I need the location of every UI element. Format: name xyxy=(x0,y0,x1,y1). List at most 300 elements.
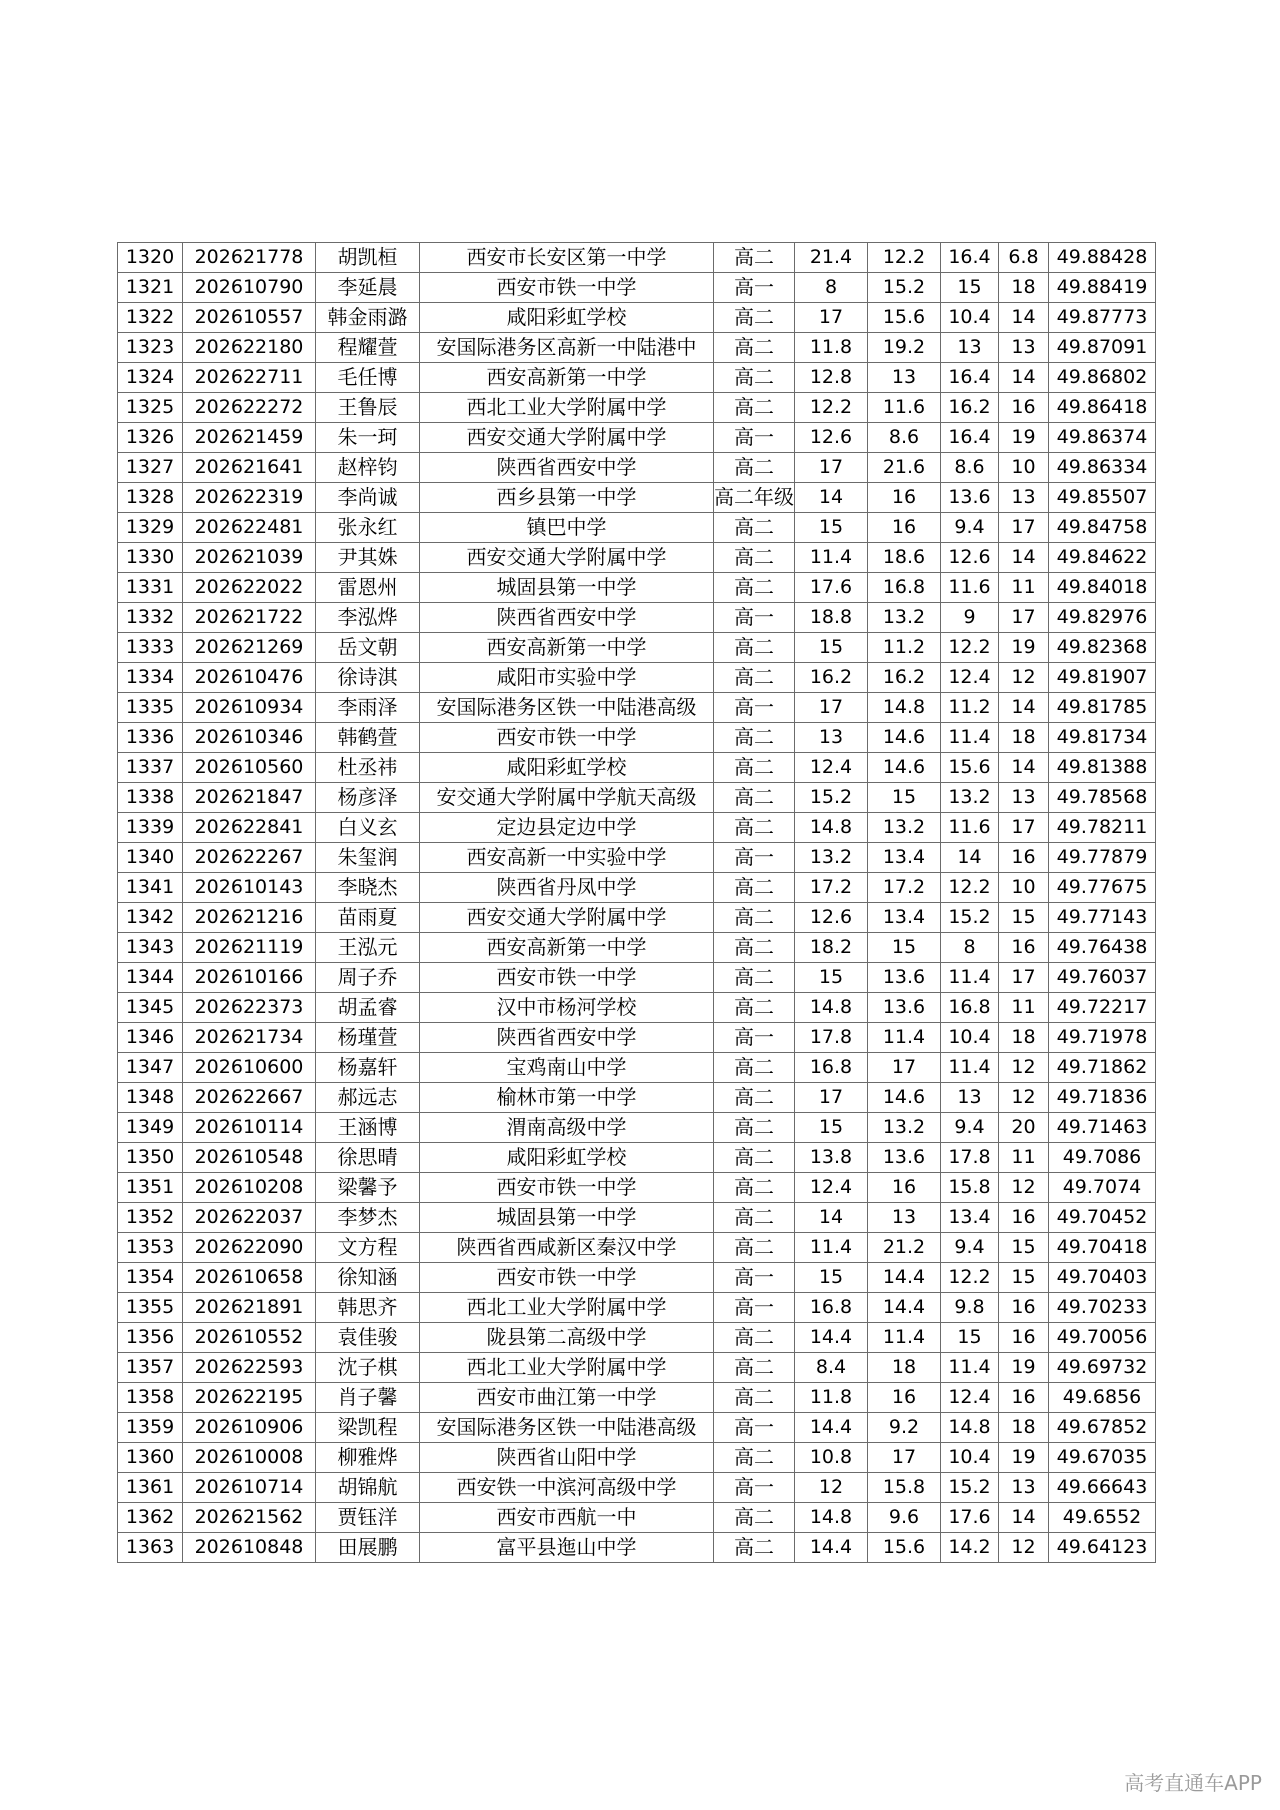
grade-cell: 高二 xyxy=(714,1353,795,1383)
score-1-cell: 13.8 xyxy=(795,1143,868,1173)
score-1-cell: 17.2 xyxy=(795,873,868,903)
grade-cell: 高一 xyxy=(714,603,795,633)
total-score-cell: 49.77675 xyxy=(1049,873,1156,903)
results-sheet xyxy=(117,242,1156,1563)
student-name-cell: 韩思齐 xyxy=(316,1293,420,1323)
score-2-cell: 11.6 xyxy=(868,393,941,423)
score-1-cell: 11.4 xyxy=(795,1233,868,1263)
student-name-cell: 程耀萱 xyxy=(316,333,420,363)
table-row xyxy=(118,1203,1156,1233)
score-2-cell: 21.6 xyxy=(868,453,941,483)
score-4-cell: 13 xyxy=(999,483,1049,513)
student-name-cell: 柳雅烨 xyxy=(316,1443,420,1473)
score-1-cell: 21.4 xyxy=(795,243,868,273)
score-2-cell: 13.4 xyxy=(868,903,941,933)
school-cell: 西安交通大学附属中学 xyxy=(420,423,714,453)
score-4-cell: 16 xyxy=(999,1293,1049,1323)
grade-cell: 高二 xyxy=(714,243,795,273)
table-row xyxy=(118,603,1156,633)
student-name-cell: 梁凯程 xyxy=(316,1413,420,1443)
score-3-cell: 11.4 xyxy=(941,963,999,993)
score-4-cell: 16 xyxy=(999,1323,1049,1353)
score-3-cell: 13.4 xyxy=(941,1203,999,1233)
rank-cell: 1345 xyxy=(118,993,183,1023)
rank-cell: 1332 xyxy=(118,603,183,633)
rank-cell: 1347 xyxy=(118,1053,183,1083)
total-score-cell: 49.87773 xyxy=(1049,303,1156,333)
exam-id-cell: 202622667 xyxy=(183,1083,316,1113)
exam-id-cell: 202621722 xyxy=(183,603,316,633)
score-2-cell: 18.6 xyxy=(868,543,941,573)
exam-id-cell: 202610557 xyxy=(183,303,316,333)
table-row xyxy=(118,1113,1156,1143)
rank-cell: 1334 xyxy=(118,663,183,693)
exam-id-cell: 202610658 xyxy=(183,1263,316,1293)
score-3-cell: 9.4 xyxy=(941,513,999,543)
table-row xyxy=(118,813,1156,843)
table-row xyxy=(118,693,1156,723)
school-cell: 城固县第一中学 xyxy=(420,1203,714,1233)
exam-id-cell: 202622272 xyxy=(183,393,316,423)
exam-id-cell: 202610208 xyxy=(183,1173,316,1203)
total-score-cell: 49.81734 xyxy=(1049,723,1156,753)
score-3-cell: 14.2 xyxy=(941,1533,999,1563)
table-row xyxy=(118,903,1156,933)
total-score-cell: 49.82368 xyxy=(1049,633,1156,663)
rank-cell: 1346 xyxy=(118,1023,183,1053)
table-row xyxy=(118,333,1156,363)
student-name-cell: 梁馨予 xyxy=(316,1173,420,1203)
score-4-cell: 13 xyxy=(999,783,1049,813)
score-4-cell: 17 xyxy=(999,603,1049,633)
exam-id-cell: 202621216 xyxy=(183,903,316,933)
table-row xyxy=(118,453,1156,483)
score-1-cell: 8 xyxy=(795,273,868,303)
score-2-cell: 16.2 xyxy=(868,663,941,693)
score-4-cell: 18 xyxy=(999,273,1049,303)
school-cell: 陇县第二高级中学 xyxy=(420,1323,714,1353)
score-4-cell: 11 xyxy=(999,993,1049,1023)
grade-cell: 高二 xyxy=(714,813,795,843)
grade-cell: 高二 xyxy=(714,723,795,753)
watermark: 高考直通车APP xyxy=(1124,1771,1262,1795)
total-score-cell: 49.6552 xyxy=(1049,1503,1156,1533)
score-1-cell: 14.8 xyxy=(795,1503,868,1533)
table-row xyxy=(118,1323,1156,1353)
rank-cell: 1338 xyxy=(118,783,183,813)
school-cell: 安国际港务区铁一中陆港高级 xyxy=(420,693,714,723)
score-4-cell: 19 xyxy=(999,633,1049,663)
grade-cell: 高一 xyxy=(714,1473,795,1503)
exam-id-cell: 202622593 xyxy=(183,1353,316,1383)
grade-cell: 高二年级 xyxy=(714,483,795,513)
exam-id-cell: 202610714 xyxy=(183,1473,316,1503)
exam-id-cell: 202622373 xyxy=(183,993,316,1023)
score-2-cell: 17 xyxy=(868,1053,941,1083)
total-score-cell: 49.86334 xyxy=(1049,453,1156,483)
score-1-cell: 15 xyxy=(795,513,868,543)
score-3-cell: 11.4 xyxy=(941,723,999,753)
score-1-cell: 11.8 xyxy=(795,333,868,363)
score-2-cell: 15 xyxy=(868,783,941,813)
student-name-cell: 李梦杰 xyxy=(316,1203,420,1233)
score-3-cell: 12.2 xyxy=(941,633,999,663)
score-3-cell: 17.6 xyxy=(941,1503,999,1533)
school-cell: 陕西省丹凤中学 xyxy=(420,873,714,903)
score-1-cell: 17 xyxy=(795,303,868,333)
table-row xyxy=(118,873,1156,903)
total-score-cell: 49.64123 xyxy=(1049,1533,1156,1563)
score-2-cell: 13.6 xyxy=(868,993,941,1023)
exam-id-cell: 202610476 xyxy=(183,663,316,693)
score-1-cell: 11.8 xyxy=(795,1383,868,1413)
rank-cell: 1335 xyxy=(118,693,183,723)
score-2-cell: 19.2 xyxy=(868,333,941,363)
table-row xyxy=(118,1533,1156,1563)
student-name-cell: 李尚诚 xyxy=(316,483,420,513)
student-name-cell: 白义玄 xyxy=(316,813,420,843)
school-cell: 西安市铁一中学 xyxy=(420,273,714,303)
score-1-cell: 12.6 xyxy=(795,903,868,933)
exam-id-cell: 202622319 xyxy=(183,483,316,513)
grade-cell: 高二 xyxy=(714,1383,795,1413)
student-name-cell: 李晓杰 xyxy=(316,873,420,903)
student-name-cell: 李延晨 xyxy=(316,273,420,303)
score-4-cell: 6.8 xyxy=(999,243,1049,273)
score-3-cell: 16.4 xyxy=(941,363,999,393)
score-1-cell: 13.2 xyxy=(795,843,868,873)
student-name-cell: 文方程 xyxy=(316,1233,420,1263)
table-row xyxy=(118,243,1156,273)
score-3-cell: 15 xyxy=(941,1323,999,1353)
student-name-cell: 朱玺润 xyxy=(316,843,420,873)
student-name-cell: 贾钰洋 xyxy=(316,1503,420,1533)
grade-cell: 高一 xyxy=(714,693,795,723)
score-2-cell: 13.2 xyxy=(868,603,941,633)
score-1-cell: 18.2 xyxy=(795,933,868,963)
table-row xyxy=(118,543,1156,573)
score-1-cell: 12.6 xyxy=(795,423,868,453)
score-1-cell: 14.4 xyxy=(795,1533,868,1563)
school-cell: 西安市铁一中学 xyxy=(420,723,714,753)
exam-id-cell: 202622195 xyxy=(183,1383,316,1413)
student-name-cell: 田展鹏 xyxy=(316,1533,420,1563)
exam-id-cell: 202622090 xyxy=(183,1233,316,1263)
score-4-cell: 19 xyxy=(999,1443,1049,1473)
total-score-cell: 49.88428 xyxy=(1049,243,1156,273)
grade-cell: 高二 xyxy=(714,633,795,663)
school-cell: 陕西省西安中学 xyxy=(420,603,714,633)
school-cell: 西安市曲江第一中学 xyxy=(420,1383,714,1413)
school-cell: 城固县第一中学 xyxy=(420,573,714,603)
school-cell: 西安铁一中滨河高级中学 xyxy=(420,1473,714,1503)
table-row xyxy=(118,753,1156,783)
table-row xyxy=(118,1413,1156,1443)
rank-cell: 1359 xyxy=(118,1413,183,1443)
rank-cell: 1361 xyxy=(118,1473,183,1503)
table-row xyxy=(118,513,1156,543)
exam-id-cell: 202610114 xyxy=(183,1113,316,1143)
score-3-cell: 16.8 xyxy=(941,993,999,1023)
total-score-cell: 49.88419 xyxy=(1049,273,1156,303)
total-score-cell: 49.71836 xyxy=(1049,1083,1156,1113)
table-row xyxy=(118,963,1156,993)
score-4-cell: 14 xyxy=(999,753,1049,783)
school-cell: 定边县定边中学 xyxy=(420,813,714,843)
score-3-cell: 9.4 xyxy=(941,1113,999,1143)
rank-cell: 1354 xyxy=(118,1263,183,1293)
total-score-cell: 49.70452 xyxy=(1049,1203,1156,1233)
exam-id-cell: 202622841 xyxy=(183,813,316,843)
grade-cell: 高二 xyxy=(714,903,795,933)
student-name-cell: 尹其姝 xyxy=(316,543,420,573)
score-3-cell: 11.4 xyxy=(941,1353,999,1383)
score-3-cell: 15.2 xyxy=(941,1473,999,1503)
score-1-cell: 10.8 xyxy=(795,1443,868,1473)
school-cell: 陕西省西安中学 xyxy=(420,453,714,483)
school-cell: 咸阳彩虹学校 xyxy=(420,753,714,783)
student-name-cell: 王涵博 xyxy=(316,1113,420,1143)
grade-cell: 高二 xyxy=(714,1143,795,1173)
score-3-cell: 14.8 xyxy=(941,1413,999,1443)
score-3-cell: 11.2 xyxy=(941,693,999,723)
rank-cell: 1330 xyxy=(118,543,183,573)
total-score-cell: 49.67035 xyxy=(1049,1443,1156,1473)
score-2-cell: 14.4 xyxy=(868,1293,941,1323)
table-row xyxy=(118,633,1156,663)
score-3-cell: 13.6 xyxy=(941,483,999,513)
total-score-cell: 49.70233 xyxy=(1049,1293,1156,1323)
table-row xyxy=(118,1353,1156,1383)
score-2-cell: 21.2 xyxy=(868,1233,941,1263)
grade-cell: 高二 xyxy=(714,513,795,543)
school-cell: 陕西省西安中学 xyxy=(420,1023,714,1053)
grade-cell: 高二 xyxy=(714,1113,795,1143)
score-1-cell: 17.6 xyxy=(795,573,868,603)
school-cell: 西乡县第一中学 xyxy=(420,483,714,513)
rank-cell: 1343 xyxy=(118,933,183,963)
score-2-cell: 16 xyxy=(868,483,941,513)
score-4-cell: 16 xyxy=(999,1203,1049,1233)
score-2-cell: 13 xyxy=(868,1203,941,1233)
grade-cell: 高二 xyxy=(714,453,795,483)
score-1-cell: 12.4 xyxy=(795,753,868,783)
score-1-cell: 12.8 xyxy=(795,363,868,393)
score-2-cell: 18 xyxy=(868,1353,941,1383)
score-1-cell: 12.2 xyxy=(795,393,868,423)
rank-cell: 1327 xyxy=(118,453,183,483)
total-score-cell: 49.87091 xyxy=(1049,333,1156,363)
school-cell: 安国际港务区高新一中陆港中 xyxy=(420,333,714,363)
score-1-cell: 11.4 xyxy=(795,543,868,573)
rank-cell: 1349 xyxy=(118,1113,183,1143)
rank-cell: 1363 xyxy=(118,1533,183,1563)
score-3-cell: 11.6 xyxy=(941,573,999,603)
table-row xyxy=(118,723,1156,753)
total-score-cell: 49.77143 xyxy=(1049,903,1156,933)
score-4-cell: 17 xyxy=(999,963,1049,993)
student-name-cell: 杜丞祎 xyxy=(316,753,420,783)
school-cell: 富平县迤山中学 xyxy=(420,1533,714,1563)
grade-cell: 高二 xyxy=(714,1053,795,1083)
school-cell: 西安市铁一中学 xyxy=(420,963,714,993)
rank-cell: 1357 xyxy=(118,1353,183,1383)
rank-cell: 1328 xyxy=(118,483,183,513)
student-name-cell: 王泓元 xyxy=(316,933,420,963)
exam-id-cell: 202622037 xyxy=(183,1203,316,1233)
student-name-cell: 杨彦泽 xyxy=(316,783,420,813)
rank-cell: 1358 xyxy=(118,1383,183,1413)
score-2-cell: 15.2 xyxy=(868,273,941,303)
school-cell: 安国际港务区铁一中陆港高级 xyxy=(420,1413,714,1443)
exam-id-cell: 202610008 xyxy=(183,1443,316,1473)
table-row xyxy=(118,303,1156,333)
total-score-cell: 49.7086 xyxy=(1049,1143,1156,1173)
rank-cell: 1323 xyxy=(118,333,183,363)
score-3-cell: 12.6 xyxy=(941,543,999,573)
exam-id-cell: 202621778 xyxy=(183,243,316,273)
score-4-cell: 15 xyxy=(999,1263,1049,1293)
score-4-cell: 16 xyxy=(999,843,1049,873)
total-score-cell: 49.69732 xyxy=(1049,1353,1156,1383)
score-1-cell: 16.2 xyxy=(795,663,868,693)
score-3-cell: 16.2 xyxy=(941,393,999,423)
score-4-cell: 14 xyxy=(999,693,1049,723)
student-name-cell: 苗雨夏 xyxy=(316,903,420,933)
rank-cell: 1324 xyxy=(118,363,183,393)
exam-id-cell: 202621269 xyxy=(183,633,316,663)
score-3-cell: 12.2 xyxy=(941,1263,999,1293)
score-2-cell: 13.2 xyxy=(868,813,941,843)
grade-cell: 高一 xyxy=(714,1023,795,1053)
table-row xyxy=(118,273,1156,303)
total-score-cell: 49.82976 xyxy=(1049,603,1156,633)
score-4-cell: 10 xyxy=(999,453,1049,483)
total-score-cell: 49.71463 xyxy=(1049,1113,1156,1143)
total-score-cell: 49.84018 xyxy=(1049,573,1156,603)
grade-cell: 高二 xyxy=(714,1503,795,1533)
student-name-cell: 胡凯桓 xyxy=(316,243,420,273)
exam-id-cell: 202621641 xyxy=(183,453,316,483)
score-2-cell: 17.2 xyxy=(868,873,941,903)
total-score-cell: 49.85507 xyxy=(1049,483,1156,513)
exam-id-cell: 202621459 xyxy=(183,423,316,453)
score-4-cell: 13 xyxy=(999,333,1049,363)
grade-cell: 高二 xyxy=(714,303,795,333)
score-1-cell: 18.8 xyxy=(795,603,868,633)
rank-cell: 1339 xyxy=(118,813,183,843)
score-1-cell: 15.2 xyxy=(795,783,868,813)
score-4-cell: 17 xyxy=(999,513,1049,543)
total-score-cell: 49.77879 xyxy=(1049,843,1156,873)
student-name-cell: 肖子馨 xyxy=(316,1383,420,1413)
school-cell: 西北工业大学附属中学 xyxy=(420,1353,714,1383)
score-4-cell: 12 xyxy=(999,1053,1049,1083)
rank-cell: 1362 xyxy=(118,1503,183,1533)
grade-cell: 高二 xyxy=(714,783,795,813)
grade-cell: 高二 xyxy=(714,873,795,903)
total-score-cell: 49.71862 xyxy=(1049,1053,1156,1083)
score-1-cell: 15 xyxy=(795,633,868,663)
student-name-cell: 杨瑾萱 xyxy=(316,1023,420,1053)
total-score-cell: 49.81388 xyxy=(1049,753,1156,783)
table-row xyxy=(118,1173,1156,1203)
score-3-cell: 14 xyxy=(941,843,999,873)
grade-cell: 高二 xyxy=(714,1233,795,1263)
score-4-cell: 20 xyxy=(999,1113,1049,1143)
student-name-cell: 杨嘉轩 xyxy=(316,1053,420,1083)
exam-id-cell: 202621847 xyxy=(183,783,316,813)
school-cell: 咸阳彩虹学校 xyxy=(420,1143,714,1173)
total-score-cell: 49.76037 xyxy=(1049,963,1156,993)
rank-cell: 1336 xyxy=(118,723,183,753)
rank-cell: 1352 xyxy=(118,1203,183,1233)
score-3-cell: 10.4 xyxy=(941,1443,999,1473)
grade-cell: 高二 xyxy=(714,1173,795,1203)
total-score-cell: 49.66643 xyxy=(1049,1473,1156,1503)
score-3-cell: 9.8 xyxy=(941,1293,999,1323)
score-1-cell: 14.8 xyxy=(795,993,868,1023)
school-cell: 咸阳彩虹学校 xyxy=(420,303,714,333)
student-name-cell: 张永红 xyxy=(316,513,420,543)
total-score-cell: 49.76438 xyxy=(1049,933,1156,963)
score-2-cell: 8.6 xyxy=(868,423,941,453)
score-4-cell: 16 xyxy=(999,933,1049,963)
score-2-cell: 13.2 xyxy=(868,1113,941,1143)
score-3-cell: 16.4 xyxy=(941,423,999,453)
score-1-cell: 14 xyxy=(795,1203,868,1233)
total-score-cell: 49.70056 xyxy=(1049,1323,1156,1353)
school-cell: 西安交通大学附属中学 xyxy=(420,903,714,933)
score-3-cell: 13.2 xyxy=(941,783,999,813)
school-cell: 西安市铁一中学 xyxy=(420,1173,714,1203)
score-1-cell: 17.8 xyxy=(795,1023,868,1053)
total-score-cell: 49.70418 xyxy=(1049,1233,1156,1263)
score-4-cell: 12 xyxy=(999,1173,1049,1203)
score-2-cell: 13.4 xyxy=(868,843,941,873)
grade-cell: 高二 xyxy=(714,393,795,423)
total-score-cell: 49.71978 xyxy=(1049,1023,1156,1053)
table-row xyxy=(118,1143,1156,1173)
score-1-cell: 15 xyxy=(795,1113,868,1143)
score-4-cell: 14 xyxy=(999,363,1049,393)
table-row xyxy=(118,1233,1156,1263)
score-3-cell: 11.6 xyxy=(941,813,999,843)
table-row xyxy=(118,1263,1156,1293)
exam-id-cell: 202610906 xyxy=(183,1413,316,1443)
score-4-cell: 16 xyxy=(999,1383,1049,1413)
student-name-cell: 毛任博 xyxy=(316,363,420,393)
score-2-cell: 17 xyxy=(868,1443,941,1473)
exam-id-cell: 202621734 xyxy=(183,1023,316,1053)
school-cell: 西安高新第一中学 xyxy=(420,633,714,663)
score-4-cell: 13 xyxy=(999,1473,1049,1503)
exam-id-cell: 202610848 xyxy=(183,1533,316,1563)
table-row xyxy=(118,423,1156,453)
student-name-cell: 朱一珂 xyxy=(316,423,420,453)
school-cell: 安交通大学附属中学航天高级 xyxy=(420,783,714,813)
total-score-cell: 49.86418 xyxy=(1049,393,1156,423)
table-row xyxy=(118,1083,1156,1113)
exam-id-cell: 202610548 xyxy=(183,1143,316,1173)
grade-cell: 高一 xyxy=(714,423,795,453)
score-4-cell: 14 xyxy=(999,1503,1049,1533)
exam-id-cell: 202610934 xyxy=(183,693,316,723)
score-4-cell: 14 xyxy=(999,303,1049,333)
score-2-cell: 11.4 xyxy=(868,1023,941,1053)
score-4-cell: 15 xyxy=(999,903,1049,933)
score-2-cell: 12.2 xyxy=(868,243,941,273)
